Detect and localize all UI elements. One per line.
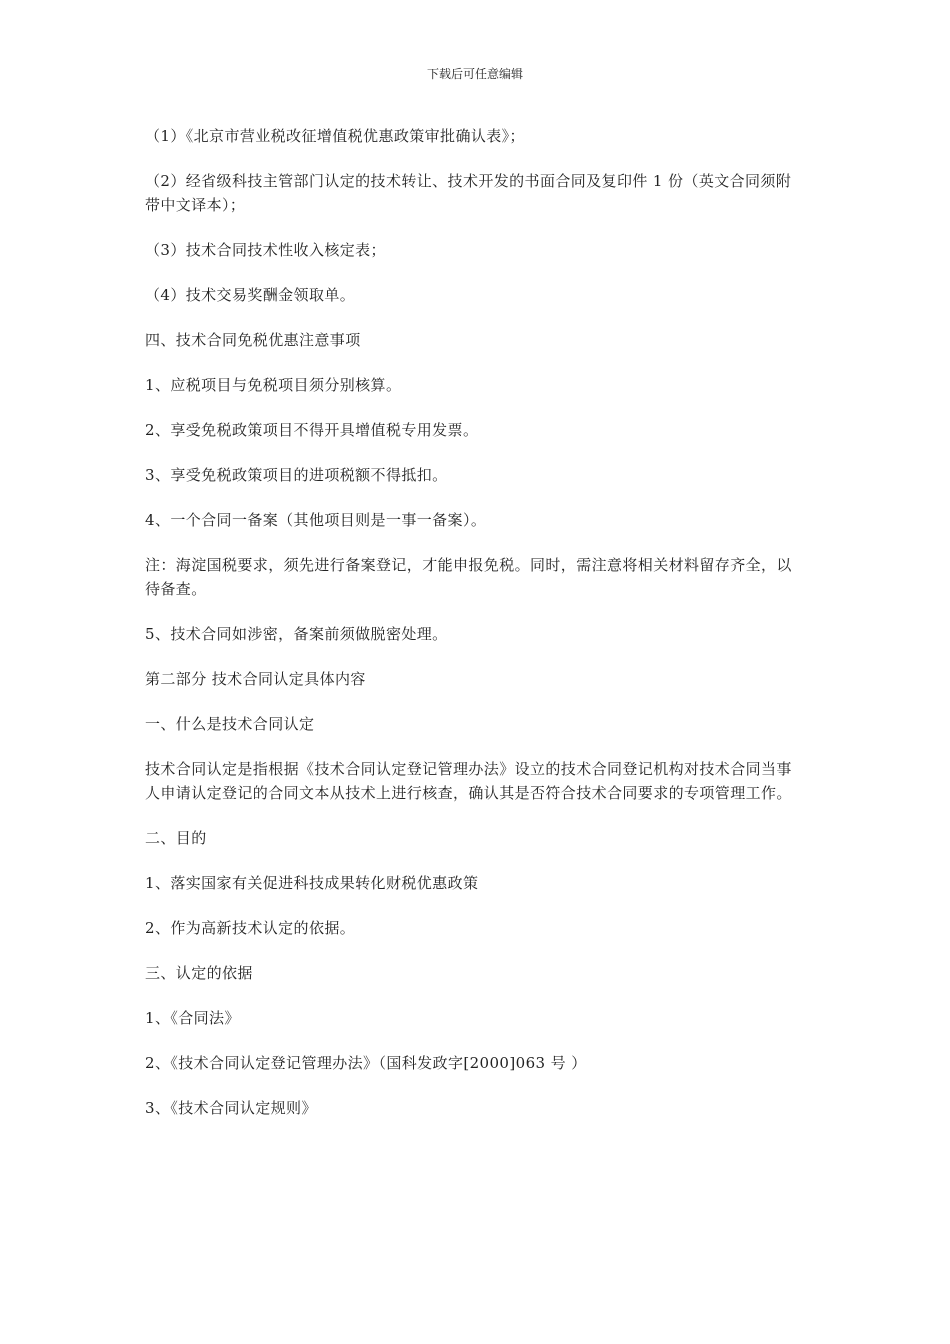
- list-item-2: 2、享受免税政策项目不得开具增值税专用发票。: [145, 421, 479, 439]
- section-heading-3: 三、认定的依据: [145, 964, 253, 982]
- basis-item-2: 2、《技术合同认定登记管理办法》（国科发政字[2000]063 号 ）: [145, 1054, 587, 1072]
- paragraph-item-1: （1）《北京市营业税改征增值税优惠政策审批确认表》；: [145, 127, 525, 145]
- definition-paragraph: 技术合同认定是指根据《技术合同认定登记管理办法》设立的技术合同登记机构对技术合同当事人申请认定登记的合同文本从技术上进行核查，确认其是否符合技术合同要求的专项管理工作。: [145, 760, 792, 802]
- list-item-1: 1、应税项目与免税项目须分别核算。: [145, 376, 402, 394]
- paragraph-item-2: （2）经省级科技主管部门认定的技术转让、技术开发的书面合同及复印件 1 份（英文合同须附带中文译本）；: [145, 172, 792, 214]
- list-item-5: 5、技术合同如涉密，备案前须做脱密处理。: [145, 625, 448, 643]
- purpose-item-2: 2、作为高新技术认定的依据。: [145, 919, 356, 937]
- section-heading-2: 二、目的: [145, 829, 207, 847]
- part-heading: 第二部分 技术合同认定具体内容: [145, 670, 366, 688]
- paragraph-item-4: （4）技术交易奖酬金领取单。: [145, 286, 356, 304]
- section-heading-1: 一、什么是技术合同认定: [145, 715, 315, 733]
- basis-item-1: 1、《合同法》: [145, 1009, 240, 1027]
- section-heading-4: 四、技术合同免税优惠注意事项: [145, 331, 361, 349]
- header-note: 下载后可任意编辑: [426, 67, 523, 81]
- note-paragraph: 注：海淀国税要求，须先进行备案登记，才能申报免税。同时，需注意将相关材料留存齐全，以待备查。: [145, 556, 792, 598]
- document-body: [145, 124, 805, 1141]
- paragraph-item-3: （3）技术合同技术性收入核定表；: [145, 241, 386, 259]
- purpose-item-1: 1、落实国家有关促进科技成果转化财税优惠政策: [145, 874, 479, 892]
- basis-item-3: 3、《技术合同认定规则》: [145, 1099, 317, 1117]
- list-item-3: 3、享受免税政策项目的进项税额不得抵扣。: [145, 466, 448, 484]
- list-item-4: 4、一个合同一备案（其他项目则是一事一备案）。: [145, 511, 487, 529]
